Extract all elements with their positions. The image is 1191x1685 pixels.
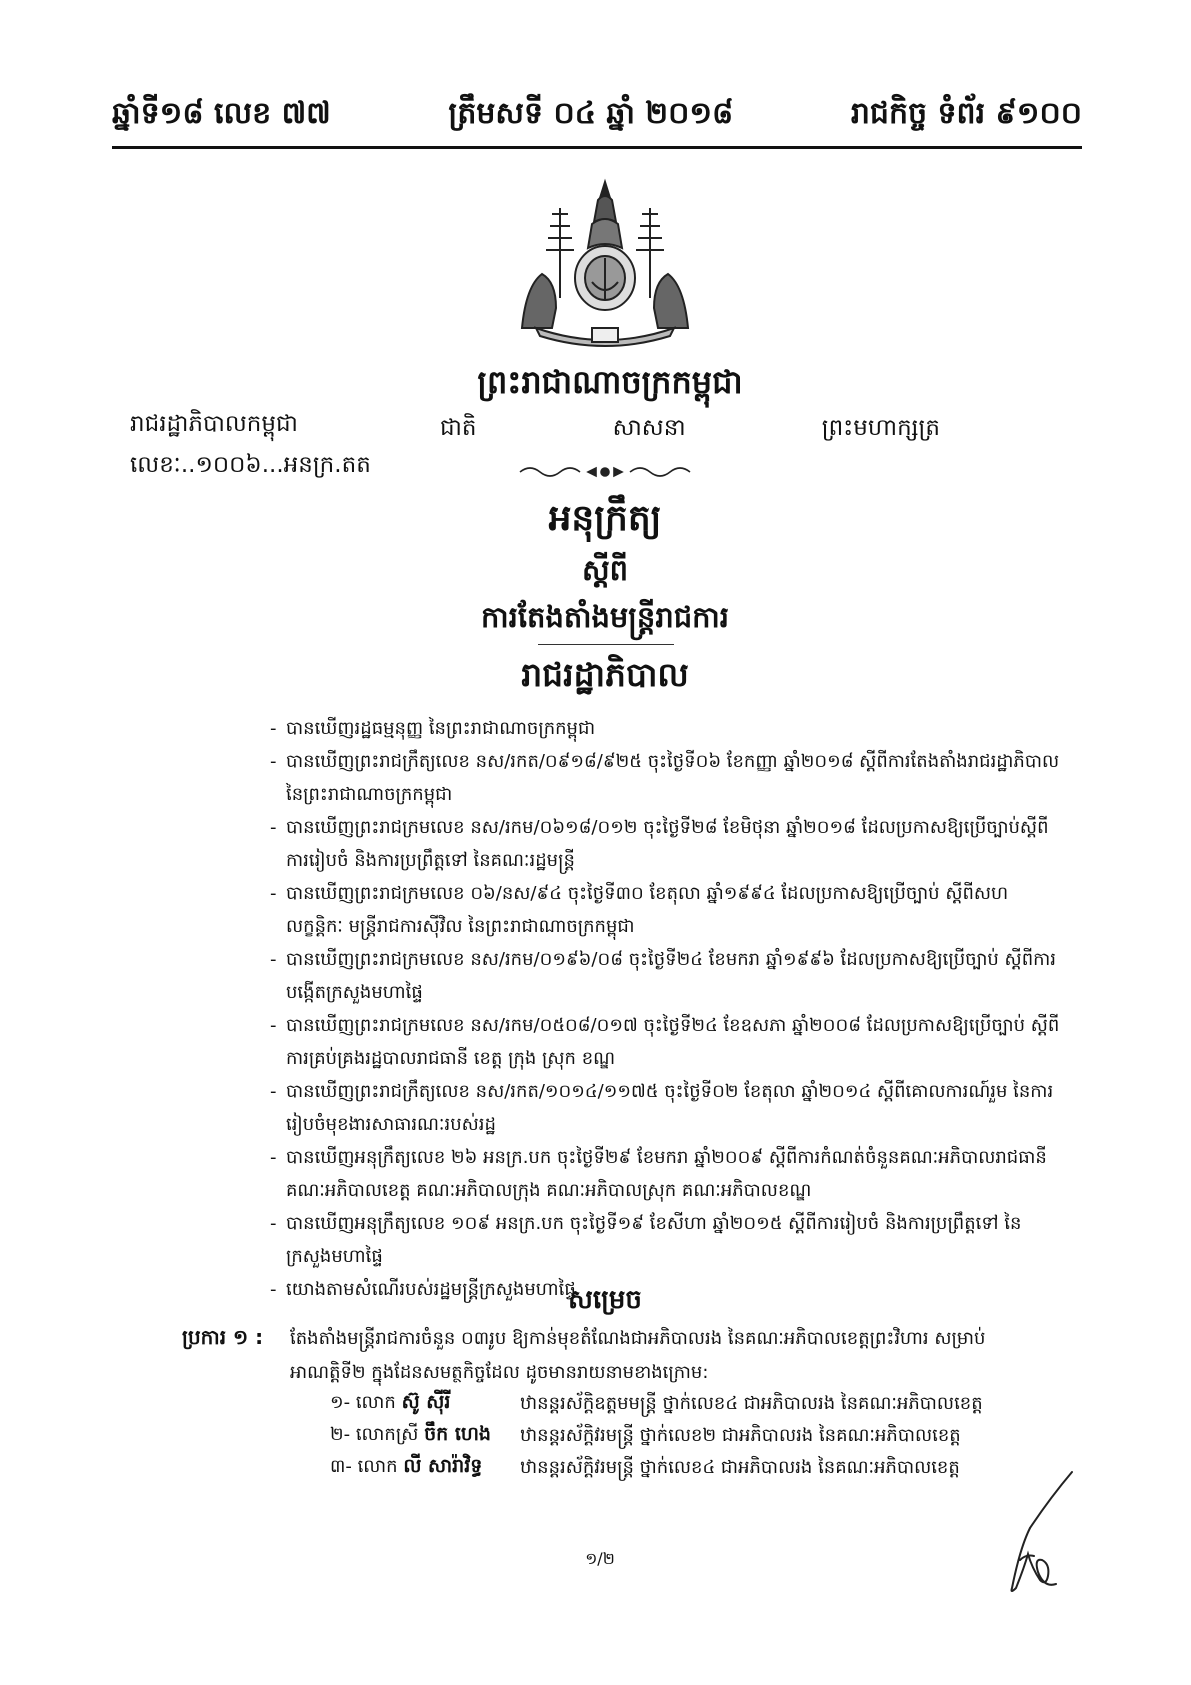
subject-rule — [538, 644, 674, 645]
appointee-name: លី សារ៉ាវិទ្ធ — [403, 1455, 483, 1477]
consideration-item: - បានឃើញរដ្ឋធម្មនុញ្ញ នៃព្រះរាជាណាចក្រកម្ពុជា — [270, 712, 1060, 745]
consideration-item: - បានឃើញព្រះរាជក្រឹត្យលេខ នស/រកត/០៩១៨/៩២៥ ចុះថ្ងៃទី០៦ ខែកញ្ញា ឆ្នាំ២០១៨ ស្តីពីការតែងតាំងរាជរដ្ឋាភិបាល នៃព្រះរាជាណាចក្រកម្ពុជា — [270, 745, 1060, 811]
motto-king: ព្រះមហាក្សត្រ — [821, 415, 940, 441]
gazette-date: ត្រឹមសទី ០៤ ឆ្នាំ ២០១៨ — [448, 96, 734, 131]
motto-religion: សាសនា — [612, 415, 686, 441]
appointee-description: ឋានន្តរស័ក្តិឧត្តមមន្ត្រី ថ្នាក់លេខ៤ ជាអភិបាលរង នៃគណៈអភិបាលខេត្ត — [520, 1392, 983, 1414]
article-1-text: តែងតាំងមន្ត្រីរាជការចំនួន ០៣រូប ឱ្យកាន់មុខតំណែងជាអភិបាលរង នៃគណៈអភិបាលខេត្តព្រះវិហារ សម្រាប់ អាណត្តិទី២ ក្នុងដែនសមត្ថកិច្ចដែល ដូចមានរាយនាមខាងក្រោម: — [290, 1328, 986, 1383]
appointee-row — [330, 1420, 1060, 1452]
consideration-item: - បានឃើញព្រះរាជក្រមលេខ នស/រកម/០១៩៦/០៨ ចុះថ្ងៃទី២៤ ខែមករា ឆ្នាំ១៩៩៦ ដែលប្រកាសឱ្យប្រើច្បាប់ ស្តីពីការបង្កើតក្រសួងមហាផ្ទៃ — [270, 943, 1060, 1009]
appointee-prefix: ២- លោកស្រី — [330, 1424, 419, 1445]
consideration-item: - បានឃើញព្រះរាជក្រឹត្យលេខ នស/រកត/១០១៤/១១៧៥ ចុះថ្ងៃទី០២ ខែតុលា ឆ្នាំ២០១៤ ស្តីពីគោលការណ៍រួម នៃការ រៀបចំមុខងារសាធារណៈរបស់រដ្ឋ — [270, 1075, 1060, 1141]
ornament-divider-icon — [516, 462, 694, 482]
decides-heading: សម្រេច — [568, 1285, 642, 1315]
appointee-name-cell — [330, 1422, 520, 1450]
kingdom-title: ព្រះរាជាណាចក្រកម្ពុជា — [477, 363, 743, 401]
appointee-prefix: ១- លោក — [330, 1392, 396, 1413]
page-number: ១/២ — [585, 1549, 615, 1568]
header-rule — [112, 146, 1082, 149]
article-1-label: ប្រការ ១ : — [182, 1325, 264, 1349]
appointee-description: ឋានន្តរស័ក្តិវរមន្ត្រី ថ្នាក់លេខ២ ជាអភិបាលរង នៃគណៈអភិបាលខេត្ត — [520, 1424, 961, 1446]
consideration-item: - បានឃើញអនុក្រឹត្យលេខ ១០៩ អនក្រ.បក ចុះថ្ងៃទី១៩ ខែសីហា ឆ្នាំ២០១៥ ស្តីពីការរៀបចំ និងការប្រព្រឹត្តទៅ នៃ ក្រសួងមហាផ្ទៃ — [270, 1207, 1060, 1273]
consideration-item: - បានឃើញព្រះរាជក្រមលេខ នស/រកម/០៦១៨/០១២ ចុះថ្ងៃទី២៨ ខែមិថុនា ឆ្នាំ២០១៨ ដែលប្រកាសឱ្យប្រើច្បាប់ស្តីពី ការរៀបចំ និងការប្រព្រឹត្តទៅ នៃគណៈរដ្ឋមន្ត្រី — [270, 811, 1060, 877]
royal-emblem-icon — [512, 178, 698, 350]
signature-initials-icon — [990, 1468, 1080, 1598]
government-name: រាជរដ្ឋាភិបាលកម្ពុជា — [130, 411, 298, 437]
document-number: លេខៈ..១០០៦...អនក្រ.តត — [130, 452, 371, 478]
gazette-header — [112, 86, 1082, 138]
appointee-name: ស៊ូ ស៊ីរី — [401, 1391, 451, 1413]
document-type: អនុក្រឹត្យ — [548, 498, 662, 539]
appointee-row — [330, 1388, 1060, 1420]
consideration-item: - យោងតាមសំណើរបស់រដ្ឋមន្ត្រីក្រសួងមហាផ្ទៃ — [270, 1273, 1060, 1306]
consideration-item: - បានឃើញព្រះរាជក្រមលេខ ០៦/នស/៩៤ ចុះថ្ងៃទី៣០ ខែតុលា ឆ្នាំ១៩៩៤ ដែលប្រកាសឱ្យប្រើច្បាប់ ស្តីពីសហលក្ខន្តិកៈ មន្ត្រីរាជការស៊ីវិល នៃព្រះរាជាណាចក្រកម្ពុជា — [270, 877, 1060, 943]
national-motto — [440, 414, 940, 447]
document-subject: ការតែងតាំងមន្ត្រីរាជការ — [481, 600, 729, 634]
appointee-list — [330, 1388, 1060, 1484]
issuer-title: រាជរដ្ឋាភិបាល — [521, 655, 689, 694]
appointee-row — [330, 1452, 1060, 1484]
gazette-issue: ឆ្នាំទី១៨ លេខ ៧៧ — [112, 96, 331, 131]
motto-nation: ជាតិ — [440, 415, 477, 441]
gazette-page: រាជកិច្ច ទំព័រ ៩១០០ — [850, 96, 1082, 131]
considerations-list — [270, 712, 1060, 1306]
appointee-name-cell — [330, 1454, 520, 1482]
appointee-prefix: ៣- លោក — [330, 1456, 398, 1477]
appointee-description: ឋានន្តរស័ក្តិវរមន្ត្រី ថ្នាក់លេខ៤ ជាអភិបាលរង នៃគណៈអភិបាលខេត្ត — [520, 1456, 960, 1478]
consideration-item: - បានឃើញអនុក្រឹត្យលេខ ២៦ អនក្រ.បក ចុះថ្ងៃទី២៩ ខែមករា ឆ្នាំ២០០៩ ស្តីពីការកំណត់ចំនួនគណៈអភិបាលរាជធានី គណៈអភិបាលខេត្ត គណៈអភិបាលក្រុង គណៈអភិបាលស្រុក គណៈអភិបាលខណ្ឌ — [270, 1141, 1060, 1207]
consideration-item: - បានឃើញព្រះរាជក្រមលេខ នស/រកម/០៥០៨/០១៧ ចុះថ្ងៃទី២៤ ខែឧសភា ឆ្នាំ២០០៨ ដែលប្រកាសឱ្យប្រើច្បាប់ ស្តីពីការគ្រប់គ្រងរដ្ឋបាលរាជធានី ខេត្ត ក្រុង ស្រុក ខណ្ឌ — [270, 1009, 1060, 1075]
appointee-name-cell — [330, 1390, 520, 1418]
concerning-label: ស្តីពី — [581, 553, 629, 587]
appointee-name: ចឹក ហេង — [424, 1423, 491, 1445]
